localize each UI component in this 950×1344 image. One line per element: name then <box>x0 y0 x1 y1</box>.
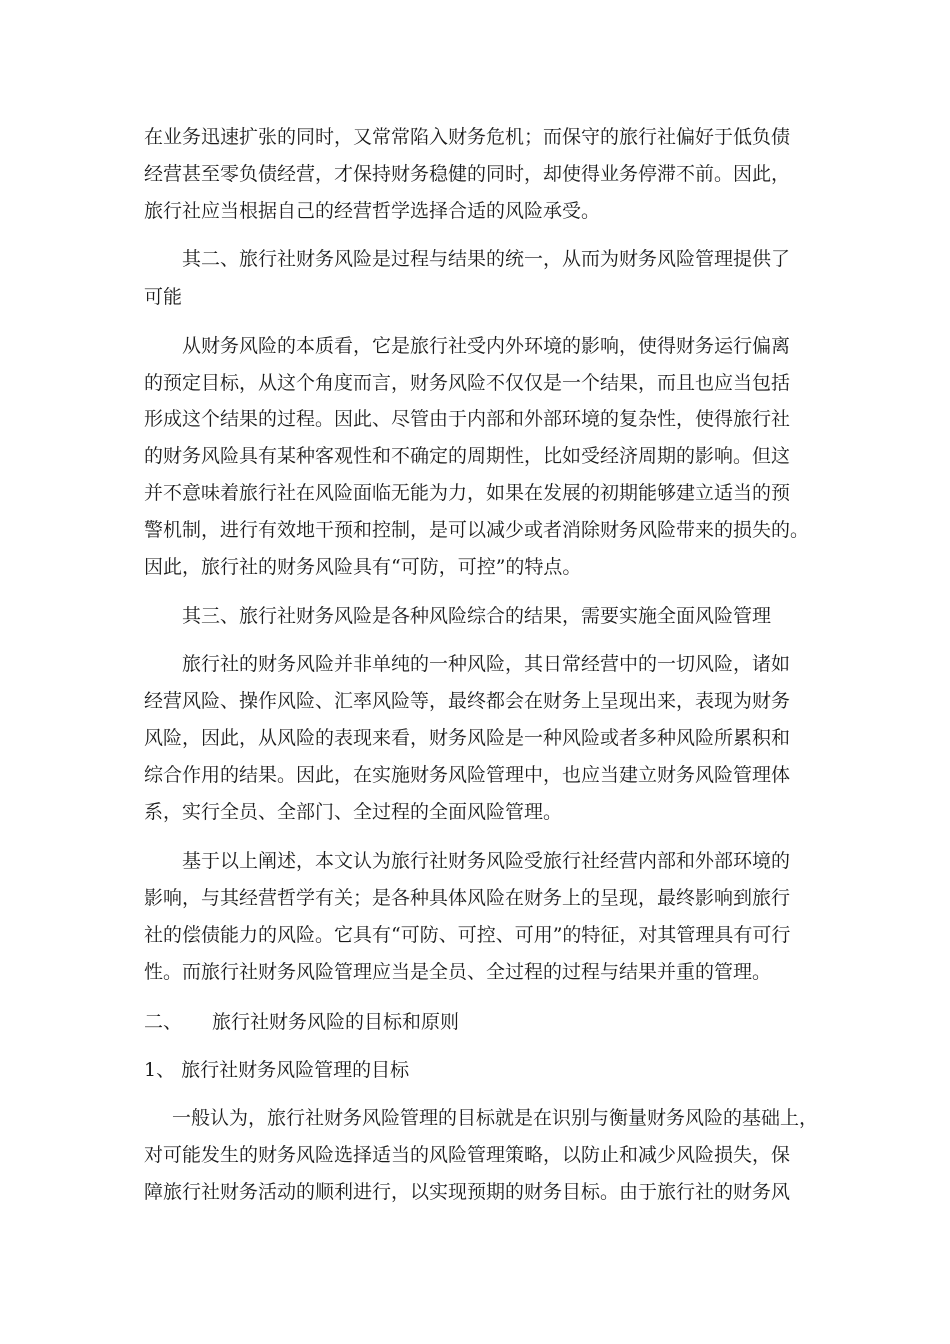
body-text-line: 警机制，进行有效地干预和控制，是可以减少或者消除财务风险带来的损失的。 <box>144 519 810 541</box>
body-text-line: 因此，旅行社的财务风险具有“可防，可控”的特点。 <box>144 556 582 578</box>
section-number: 二、 <box>144 1011 183 1033</box>
subheading-second: 其二、旅行社财务风险是过程与结果的统一，从而为财务风险管理提供了 <box>182 248 791 270</box>
body-text-line: 社的偿债能力的风险。它具有“可防、可控、可用”的特征，对其管理具有可行 <box>144 924 791 946</box>
body-text-line: 系，实行全员、全部门、全过程的全面风险管理。 <box>144 801 563 823</box>
subsection-title: 1、 旅行社财务风险管理的目标 <box>144 1059 410 1081</box>
body-text-line: 一般认为，旅行社财务风险管理的目标就是在识别与衡量财务风险的基础上， <box>172 1107 819 1129</box>
section-title: 旅行社财务风险的目标和原则 <box>212 1011 460 1033</box>
body-text-line: 基于以上阐述，本文认为旅行社财务风险受旅行社经营内部和外部环境的 <box>182 850 791 872</box>
body-text-line: 的预定目标，从这个角度而言，财务风险不仅仅是一个结果，而且也应当包括 <box>144 372 791 394</box>
body-text-line: 从财务风险的本质看，它是旅行社受内外环境的影响，使得财务运行偏离 <box>182 335 791 357</box>
body-text-line: 性。而旅行社财务风险管理应当是全员、全过程的过程与结果并重的管理。 <box>144 961 772 983</box>
body-text-line: 的财务风险具有某种客观性和不确定的周期性，比如受经济周期的影响。但这 <box>144 445 791 467</box>
subheading-second-cont: 可能 <box>144 286 183 308</box>
body-text-line: 形成这个结果的过程。因此、尽管由于内部和外部环境的复杂性，使得旅行社 <box>144 408 791 430</box>
body-text-line: 综合作用的结果。因此，在实施财务风险管理中，也应当建立财务风险管理体 <box>144 764 791 786</box>
body-text-line: 并不意味着旅行社在风险面临无能为力，如果在发展的初期能够建立适当的预 <box>144 482 791 504</box>
body-text-line: 经营风险、操作风险、汇率风险等，最终都会在财务上呈现出来，表现为财务 <box>144 690 791 712</box>
body-text-line: 影响，与其经营哲学有关；是各种具体风险在财务上的呈现，最终影响到旅行 <box>144 887 791 909</box>
body-text-line: 障旅行社财务活动的顺利进行，以实现预期的财务目标。由于旅行社的财务风 <box>144 1181 791 1203</box>
body-text-line: 在业务迅速扩张的同时，又常常陷入财务危机；而保守的旅行社偏好于低负债 <box>144 126 791 148</box>
body-text-line: 对可能发生的财务风险选择适当的风险管理策略，以防止和减少风险损失，保 <box>144 1144 791 1166</box>
body-text-line: 旅行社的财务风险并非单纯的一种风险，其日常经营中的一切风险，诸如 <box>182 653 791 675</box>
body-text-line: 风险，因此，从风险的表现来看，财务风险是一种风险或者多种风险所累积和 <box>144 727 791 749</box>
subheading-third: 其三、旅行社财务风险是各种风险综合的结果，需要实施全面风险管理 <box>182 605 772 627</box>
body-text-line: 旅行社应当根据自己的经营哲学选择合适的风险承受。 <box>144 200 601 222</box>
body-text-line: 经营甚至零负债经营，才保持财务稳健的同时，却使得业务停滞不前。因此， <box>144 163 791 185</box>
